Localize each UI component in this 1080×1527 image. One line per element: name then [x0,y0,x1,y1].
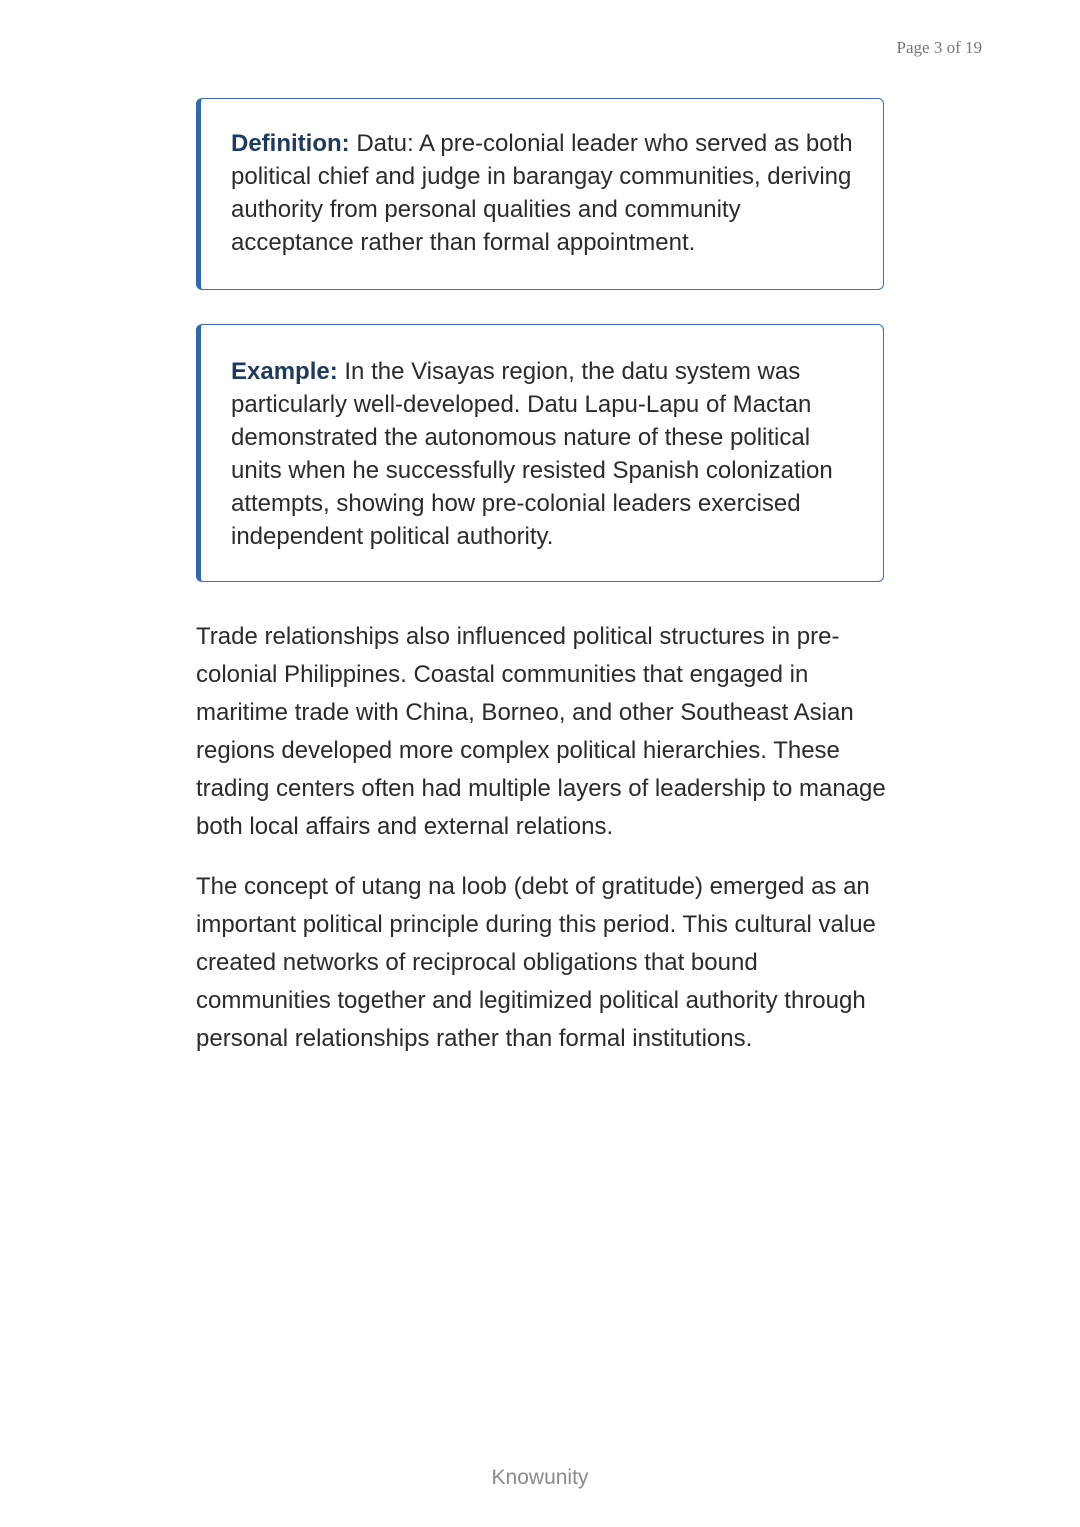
definition-callout [196,98,884,290]
example-label: Example: [231,358,345,385]
body-paragraph-trade: Trade relationships also influenced political structures in pre-colonial Philippines. Coastal communities that engaged in maritime trade with China, Borneo, and other Southeast Asian regions developed more complex political hierarchies. These trading centers often had multiple layers of leadership to manage both local affairs and external relations. [196,623,886,840]
definition-text: Datu: A pre-colonial leader who served as both political chief and judge in barangay communities, deriving authority from personal qualities and community acceptance rather than formal appointment. [231,130,853,256]
example-text: In the Visayas region, the datu system was particularly well-developed. Datu Lapu-Lapu of Mactan demonstrated the autonomous nature of these political units when he successfully resisted Spanish colonization attempts, showing how pre-colonial leaders exercised independent political authority. [231,358,833,550]
example-callout [196,324,884,582]
definition-label: Definition: [231,130,357,157]
footer-brand: Knowunity [491,1466,589,1489]
page-indicator: Page 3 of 19 [896,38,982,57]
body-paragraph-utang-na-loob: The concept of utang na loob (debt of gratitude) emerged as an important political principle during this period. This cultural value created networks of reciprocal obligations that bound communities together and legitimized political authority through personal relationships rather than formal institutions. [196,873,876,1052]
